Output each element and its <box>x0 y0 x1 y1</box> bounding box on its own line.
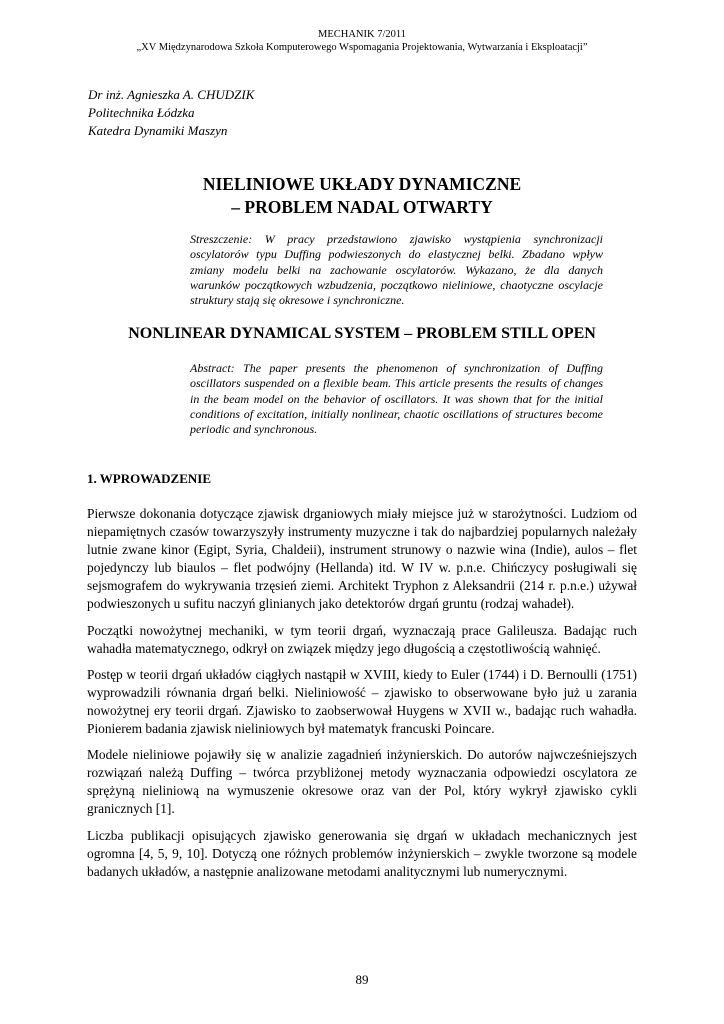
running-header <box>0 28 724 54</box>
section-heading: 1. WPROWADZENIE <box>87 471 212 486</box>
paper-title-english: NONLINEAR DYNAMICAL SYSTEM – PROBLEM STILL OPEN <box>128 325 596 342</box>
author-department: Katedra Dynamiki Maszyn <box>88 123 228 138</box>
paper-title-polish <box>0 173 724 219</box>
body-text <box>87 505 637 889</box>
author-name: Dr inż. Agnieszka A. CHUDZIK <box>88 87 255 102</box>
author-institution: Politechnika Łódzka <box>88 105 195 120</box>
conference-name: „XV Międzynarodowa Szkoła Komputerowego Wspomagania Projektowania, Wytwarzania i Eksploatacji” <box>136 42 588 53</box>
paragraph: Liczba publikacji opisujących zjawisko generowania się drgań w układach mechanicznych jest ogromna [4, 5, 9, 10]. Dotyczą one różnych problemów inżynierskich – zwykle tworzone są modele badanych układów, a następnie analizowane metodami analitycznymi lub numerycznymi. <box>87 827 637 879</box>
paragraph: Pierwsze dokonania dotyczące zjawisk drganiowych miały miejsce już w starożytności. Ludziom od niepamiętnych czasów towarzyszyły instrumenty muzyczne i tak do najbardziej popularnych należały lutnie zwane kinor (Egipt, Syria, Chaldeii), instrument strunowy o nazwie wina (Indie), aulos – flet pojedynczy lub biaulos – flet podwójny (Hellanda) itd. W IV w. p.n.e. Chińczycy posługiwali się sejsmografem do wykrywania trzęsień ziemi. Architekt Tryphon z Aleksandrii (214 r. p.n.e.) używał podwieszonych u sufitu naczyń glinianych jako detektorów drgań gruntu (rodzaj wahadeł). <box>87 506 637 612</box>
abstract-polish: Streszczenie: W pracy przedstawiono zjawisko wystąpienia synchronizacji oscylatorów typu Duffing podwieszonych do elastycznej belki. Zbadano wpływ zmiany modelu belki na zachowanie oscylatorów. Wykazano, że dla danych warunków początkowych wzbudzenia, początkowo nieliniowe, chaotyczne oscylacje struktury stają się okresowe i synchroniczne. <box>190 232 603 308</box>
title-pl-line2: – PROBLEM NADAL OTWARTY <box>231 197 493 217</box>
author-block <box>88 86 254 140</box>
title-pl-line1: NIELINIOWE UKŁADY DYNAMICZNE <box>202 174 522 194</box>
journal-issue: MECHANIK 7/2011 <box>318 29 406 40</box>
paragraph: Modele nieliniowe pojawiły się w analizie zagadnień inżynierskich. Do autorów najwcześniejszych rozwiązań należą Duffing – twórca przybliżonej metody wyznaczania odpowiedzi oscylatora ze sprężyną nieliniową na wymuszenie okresowe oraz van der Pol, który wykrył zjawisko cykli granicznych [1]. <box>87 747 637 817</box>
page-number: 89 <box>355 972 369 987</box>
abstract-english: Abstract: The paper presents the phenomenon of synchronization of Duffing oscillators suspended on a flexible beam. This article presents the results of changes in the beam model on the behavior of oscillators. It was shown that for the initial conditions of excitation, initially nonlinear, chaotic oscillations of structures become periodic and synchronous. <box>190 361 603 437</box>
paragraph: Początki nowożytnej mechaniki, w tym teorii drgań, wyznaczają prace Galileusza. Badając ruch wahadła matematycznego, odkrył on związek między jego długością a częstotliwością wahnięć. <box>87 622 637 656</box>
paragraph: Postęp w teorii drgań układów ciągłych nastąpił w XVIII, kiedy to Euler (1744) i D. Bernoulli (1751) wyprowadzili równania drgań belki. Nieliniowość – zjawisko to obserwowane było już u zarania nowożytnej ery teorii drgań. Zjawisko to zaobserwował Huygens w XVII w., badając ruch wahadła. Pionierem badania zjawisk nieliniowych był matematyk francuski Poincare. <box>87 666 637 737</box>
